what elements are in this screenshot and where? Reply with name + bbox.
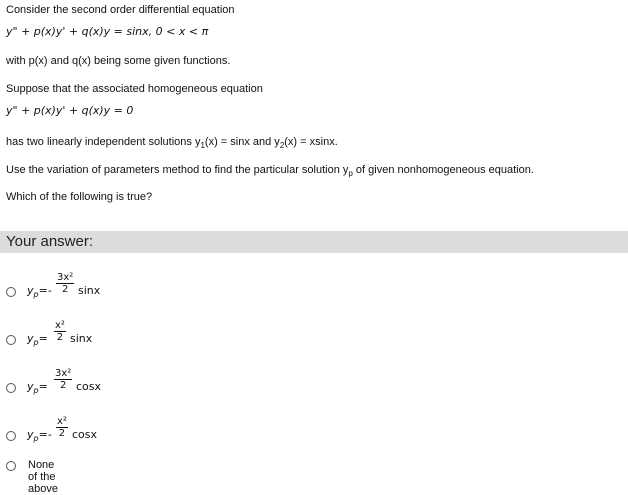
differential-equation: y" + p(x)y' + q(x)y = sinx, 0 < x < π — [6, 25, 209, 38]
option-3-numerator: 3x² — [55, 368, 72, 379]
option-1-sign: - — [47, 284, 52, 297]
option-2-y: y — [27, 332, 34, 345]
solutions-text-c: (x) = xsinx. — [284, 136, 338, 148]
option-1-eq: = — [38, 284, 48, 297]
option-none-label: None of the above — [28, 459, 58, 495]
radio-option-3[interactable] — [6, 383, 16, 393]
option-3-sub: p — [33, 386, 39, 395]
solutions-text-b: (x) = sinx and y — [204, 136, 280, 148]
question-line-3: with p(x) and q(x) being some given functions. — [6, 55, 231, 67]
option-2-denominator: 2 — [56, 332, 64, 343]
option-4-eq: = — [38, 428, 48, 441]
subscript-2: 2 — [279, 141, 285, 150]
option-1-y: y — [27, 284, 34, 297]
option-2-function: sinx — [70, 332, 93, 345]
subscript-1: 1 — [200, 141, 205, 150]
option-4-function: cosx — [72, 428, 98, 441]
option-4-sub: p — [33, 434, 39, 443]
option-3-y: y — [27, 380, 34, 393]
question-line-1: Consider the second order differential equation — [6, 4, 235, 16]
question-line-6 — [6, 135, 338, 149]
option-3-lhs — [27, 380, 48, 393]
option-4-sign: - — [47, 428, 52, 441]
question-line-8: Which of the following is true? — [6, 191, 153, 203]
option-3-eq: = — [38, 380, 48, 393]
option-2-sub: p — [33, 338, 39, 347]
radio-option-4[interactable] — [6, 431, 16, 441]
radio-option-2[interactable] — [6, 335, 16, 345]
option-4-denominator: 2 — [58, 428, 66, 439]
option-2-fraction — [54, 320, 66, 343]
option-2-numerator: x² — [55, 320, 65, 331]
option-3-denominator: 2 — [59, 380, 67, 391]
option-4-fraction — [56, 416, 68, 439]
instruction-text-a: Use the variation of parameters method to find the particular solution y — [6, 164, 349, 176]
answer-header: Your answer: — [6, 233, 93, 250]
instruction-text-b: of given nonhomogeneous equation. — [352, 164, 534, 176]
answer-header-bar — [0, 231, 628, 253]
option-3-fraction — [54, 368, 72, 391]
option-4-lhs — [27, 428, 52, 441]
option-3-function: cosx — [76, 380, 102, 393]
question-line-7 — [6, 163, 534, 177]
option-1-function: sinx — [78, 284, 101, 297]
option-2-lhs — [27, 332, 48, 345]
option-4-y: y — [27, 428, 34, 441]
option-1-denominator: 2 — [61, 284, 69, 295]
option-1-fraction — [56, 272, 74, 295]
option-4-numerator: x² — [57, 416, 67, 427]
question-line-4: Suppose that the associated homogeneous equation — [6, 83, 263, 95]
option-1-sub: p — [33, 290, 39, 299]
radio-option-none[interactable] — [6, 461, 16, 471]
subscript-p: p — [348, 169, 353, 178]
radio-option-1[interactable] — [6, 287, 16, 297]
option-1-numerator: 3x² — [57, 272, 74, 283]
option-2-eq: = — [38, 332, 48, 345]
solutions-text-a: has two linearly independent solutions y — [6, 136, 201, 148]
option-1-lhs — [27, 284, 52, 297]
homogeneous-equation: y" + p(x)y' + q(x)y = 0 — [6, 104, 134, 117]
